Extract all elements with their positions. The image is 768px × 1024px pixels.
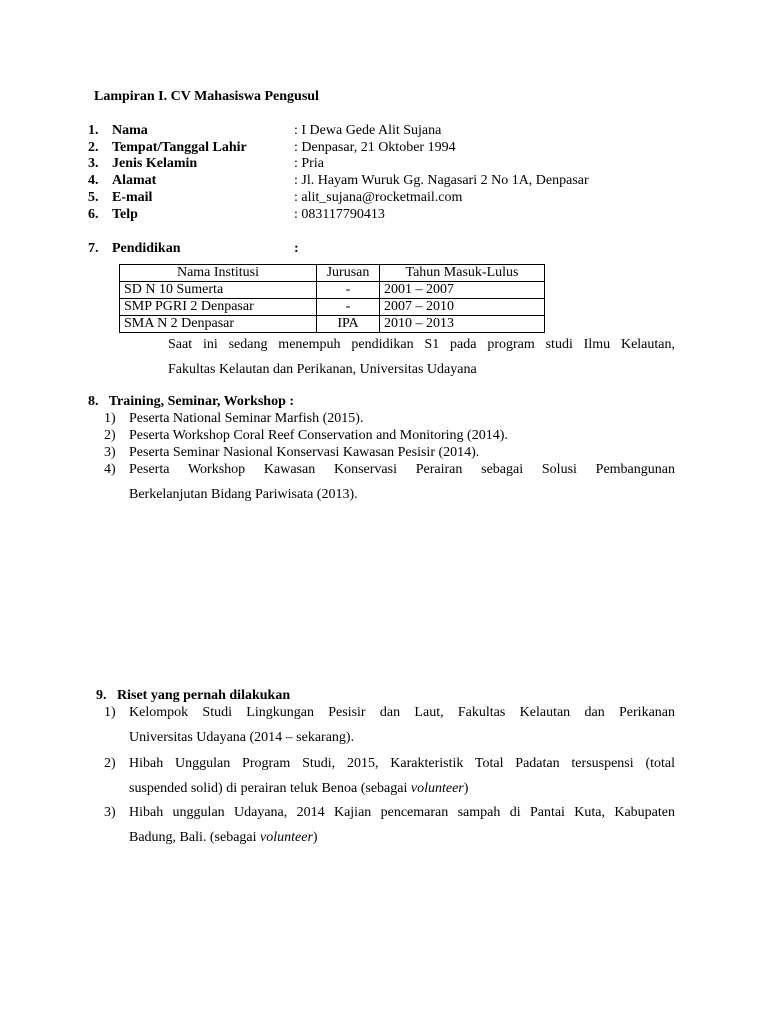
list-text: Kelompok Studi Lingkungan Pesisir dan Laut, Fakultas Kelautan dan Perikanan: [129, 705, 675, 720]
field-value: : Pria: [294, 156, 324, 171]
field-value: : alit_sujana@rocketmail.com: [294, 190, 463, 205]
field-label: Telp: [112, 207, 138, 222]
table-header-row: [120, 265, 545, 282]
list-text-part: ): [312, 830, 318, 845]
table-header-cell: Nama Institusi: [120, 265, 317, 282]
list-text: Peserta Seminar Nasional Konservasi Kawasan Pesisir (2014).: [129, 445, 480, 460]
field-value: : Denpasar, 21 Oktober 1994: [294, 140, 456, 155]
list-text-italic: volunteer: [260, 830, 313, 845]
training-heading: 8. Training, Seminar, Workshop :: [88, 394, 295, 409]
education-table: [119, 264, 545, 333]
list-number: 1): [104, 411, 116, 426]
list-text: [129, 780, 675, 797]
list-text-part: ): [463, 781, 469, 796]
table-cell: 2010 – 2013: [380, 316, 545, 333]
item-number: 5.: [88, 190, 99, 205]
list-text: Berkelanjutan Bidang Pariwisata (2013).: [129, 487, 358, 502]
education-note: [168, 332, 675, 382]
table-row: [120, 316, 545, 333]
list-text: Hibah Unggulan Program Studi, 2015, Karakteristik Total Padatan tersuspensi (total: [129, 756, 675, 771]
education-note-line: Saat ini sedang menempuh pendidikan S1 pada program studi Ilmu Kelautan,: [168, 337, 675, 352]
list-text: Universitas Udayana (2014 – sekarang).: [129, 730, 355, 745]
list-number: 3): [104, 805, 116, 820]
list-text-italic: volunteer: [410, 781, 464, 796]
list-number: 4): [104, 462, 116, 477]
field-label: Nama: [112, 123, 148, 138]
table-cell: -: [317, 299, 380, 316]
table-cell: SMP PGRI 2 Denpasar: [120, 299, 317, 316]
item-number: 4.: [88, 173, 99, 188]
list-number: 2): [104, 756, 116, 771]
table-header-cell: Jurusan: [317, 265, 380, 282]
table-cell: IPA: [317, 316, 380, 333]
list-text-part: Badung, Bali. (sebagai: [129, 830, 261, 845]
table-cell: SMA N 2 Denpasar: [120, 316, 317, 333]
table-row: [120, 282, 545, 299]
list-text: [129, 829, 675, 846]
table-header-cell: Tahun Masuk-Lulus: [380, 265, 545, 282]
table-cell: 2007 – 2010: [380, 299, 545, 316]
item-number: 3.: [88, 156, 99, 171]
list-text: Peserta Workshop Coral Reef Conservation and Monitoring (2014).: [129, 428, 508, 443]
item-number: 2.: [88, 140, 99, 155]
table-cell: 2001 – 2007: [380, 282, 545, 299]
field-value: : Jl. Hayam Wuruk Gg. Nagasari 2 No 1A, Denpasar: [294, 173, 589, 188]
table-cell: -: [317, 282, 380, 299]
field-value: : I Dewa Gede Alit Sujana: [294, 123, 442, 138]
list-text: Peserta National Seminar Marfish (2015).: [129, 411, 364, 426]
document-title: Lampiran I. CV Mahasiswa Pengusul: [94, 89, 319, 104]
field-value: : 083117790413: [294, 207, 385, 222]
table-row: [120, 299, 545, 316]
table-cell: SD N 10 Sumerta: [120, 282, 317, 299]
education-colon: :: [294, 241, 299, 256]
education-note-line: Fakultas Kelautan dan Perikanan, Universitas Udayana: [168, 362, 477, 377]
item-number: 6.: [88, 207, 99, 222]
field-label: Alamat: [112, 173, 157, 188]
list-number: 3): [104, 445, 116, 460]
list-number: 2): [104, 428, 116, 443]
field-label: Jenis Kelamin: [112, 156, 198, 171]
list-text: Hibah unggulan Udayana, 2014 Kajian pencemaran sampah di Pantai Kuta, Kabupaten: [129, 805, 675, 820]
research-heading: 9. Riset yang pernah dilakukan: [96, 688, 291, 703]
field-label: Tempat/Tanggal Lahir: [112, 140, 247, 155]
item-number: 7.: [88, 241, 99, 256]
list-number: 1): [104, 705, 116, 720]
list-text: Peserta Workshop Kawasan Konservasi Perairan sebagai Solusi Pembangunan: [129, 462, 675, 477]
field-label: E-mail: [112, 190, 153, 205]
list-text-part: suspended solid) di perairan teluk Benoa (sebagai: [129, 781, 411, 796]
item-number: 1.: [88, 123, 99, 138]
education-heading: Pendidikan: [112, 241, 181, 256]
